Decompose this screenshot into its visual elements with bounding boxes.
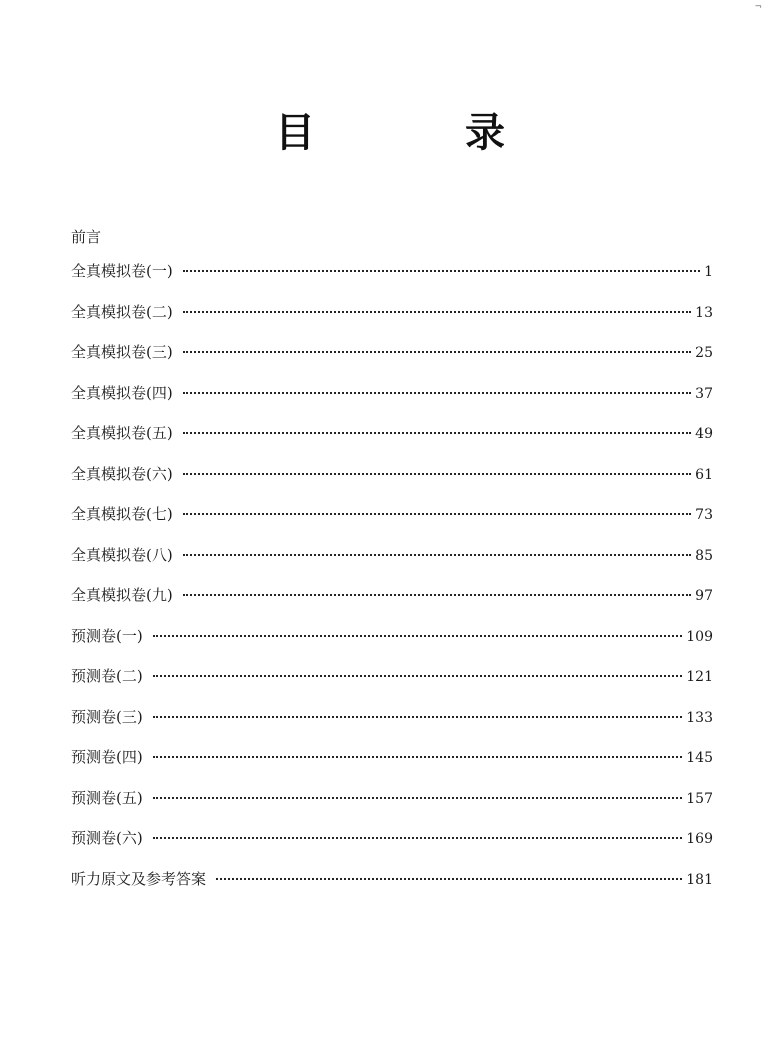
dot-leader xyxy=(153,797,683,799)
dot-leader xyxy=(153,675,683,677)
dot-leader xyxy=(153,756,683,758)
toc-entry-page-number: 13 xyxy=(695,304,713,321)
table-of-contents xyxy=(71,260,713,908)
toc-entry-page-number: 25 xyxy=(695,345,713,361)
toc-entry[interactable] xyxy=(71,260,713,301)
toc-entry[interactable] xyxy=(71,827,713,868)
dot-leader xyxy=(183,432,691,434)
toc-entry-label: 全真模拟卷(六) xyxy=(71,464,173,483)
dot-leader xyxy=(183,554,691,556)
toc-entry-page-number: 145 xyxy=(686,750,713,766)
toc-entry-label: 预测卷(一) xyxy=(71,626,143,645)
toc-entry[interactable] xyxy=(71,584,713,625)
toc-entry[interactable] xyxy=(71,746,713,787)
toc-entry-page-number: 133 xyxy=(686,709,713,726)
dot-leader xyxy=(183,513,691,515)
toc-entry-label: 预测卷(六) xyxy=(71,829,143,847)
toc-entry[interactable] xyxy=(71,625,713,666)
toc-entry-label: 全真模拟卷(七) xyxy=(71,505,173,523)
toc-entry[interactable] xyxy=(71,382,713,423)
dot-leader xyxy=(216,878,682,880)
toc-entry-label: 全真模拟卷(九) xyxy=(71,586,173,604)
dot-leader xyxy=(183,351,691,353)
toc-entry-page-number: 97 xyxy=(695,588,713,604)
toc-entry-page-number: 181 xyxy=(686,871,713,888)
toc-entry[interactable] xyxy=(71,301,713,342)
dot-leader xyxy=(183,594,691,596)
toc-entry[interactable] xyxy=(71,868,713,909)
toc-entry-label: 预测卷(三) xyxy=(71,707,143,726)
toc-entry[interactable] xyxy=(71,544,713,585)
toc-entry-label: 全真模拟卷(一) xyxy=(71,262,173,280)
toc-entry-page-number: 121 xyxy=(686,669,713,685)
dot-leader xyxy=(153,635,683,637)
toc-entry-page-number: 73 xyxy=(695,507,713,523)
toc-entry[interactable] xyxy=(71,706,713,747)
toc-entry-page-number: 85 xyxy=(695,547,713,564)
toc-entry[interactable] xyxy=(71,503,713,544)
corner-mark: ¬ xyxy=(754,2,762,12)
toc-entry-label: 全真模拟卷(二) xyxy=(71,302,173,321)
toc-entry[interactable] xyxy=(71,422,713,463)
toc-entry[interactable] xyxy=(71,787,713,828)
page-title: 目 录 xyxy=(275,109,573,156)
toc-entry-page-number: 1 xyxy=(704,264,713,280)
toc-entry[interactable] xyxy=(71,463,713,504)
toc-entry-label: 预测卷(二) xyxy=(71,667,143,685)
toc-entry[interactable] xyxy=(71,341,713,382)
dot-leader xyxy=(153,837,683,839)
toc-entry[interactable] xyxy=(71,665,713,706)
toc-entry-label: 预测卷(五) xyxy=(71,788,143,807)
toc-entry-label: 全真模拟卷(三) xyxy=(71,343,173,361)
toc-entry-page-number: 157 xyxy=(686,790,713,807)
dot-leader xyxy=(183,392,691,394)
dot-leader xyxy=(183,473,691,475)
toc-entry-page-number: 61 xyxy=(695,466,713,483)
toc-entry-label: 预测卷(四) xyxy=(71,748,143,766)
dot-leader xyxy=(183,270,700,272)
toc-entry-label: 全真模拟卷(八) xyxy=(71,545,173,564)
toc-entry-label: 全真模拟卷(五) xyxy=(71,424,173,442)
toc-entry-page-number: 109 xyxy=(686,628,713,645)
toc-entry-page-number: 49 xyxy=(695,426,713,442)
toc-entry-label: 全真模拟卷(四) xyxy=(71,383,173,402)
toc-entry-page-number: 37 xyxy=(695,385,713,402)
dot-leader xyxy=(183,311,691,313)
toc-entry-label: 听力原文及参考答案 xyxy=(71,869,207,888)
toc-entry-page-number: 169 xyxy=(686,831,713,847)
dot-leader xyxy=(153,716,683,718)
toc-entry-preface[interactable]: 前言 xyxy=(71,228,102,246)
